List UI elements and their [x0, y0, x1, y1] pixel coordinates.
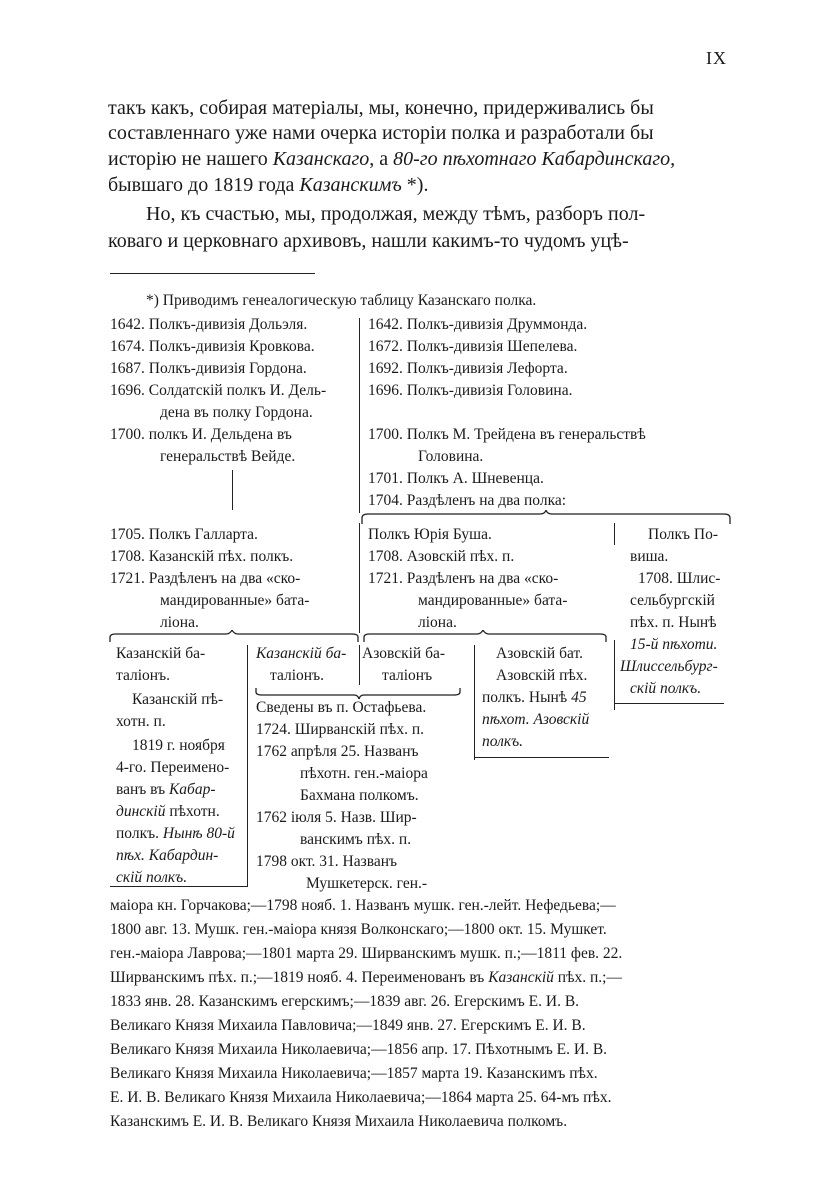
- merged-line: Сведены въ п. Остафьева.: [256, 699, 427, 716]
- left-col-line: 1642. Полкъ-дивизія Дольэля.: [110, 316, 308, 333]
- body-line-6: коваго и церковнаго архивовъ, нашли какимъ-то чудомъ уцѣ-: [108, 230, 629, 252]
- brace-split: [360, 510, 732, 526]
- left-col-line: дена въ полку Гордона.: [160, 404, 313, 421]
- right-col-line: Головина.: [418, 448, 484, 465]
- right-col-line: 1700. Полкъ М. Трейдена въ генеральствѣ: [368, 426, 646, 443]
- left-col-line: 1674. Полкъ-дивизія Кровкова.: [110, 338, 315, 355]
- column-divider: [474, 645, 475, 760]
- block-underline: [614, 703, 724, 704]
- block-underline: [474, 757, 609, 758]
- tail-line: ген.-маіора Лаврова;—1801 марта 29. Ширванскимъ мушк. п.;—1811 фев. 22.: [110, 945, 623, 962]
- right-col-line: 1672. Полкъ-дивизія Шепелева.: [368, 338, 578, 355]
- body-line-3: исторію не нашего Казанскаго, а 80-го пѣхотнаго Кабардинскаго,: [108, 148, 676, 170]
- merged-line: 1798 окт. 31. Названъ: [256, 853, 398, 870]
- right-col-line: 1701. Полкъ А. Шневенца.: [368, 470, 544, 487]
- column-divider: [614, 640, 615, 710]
- mid-right-line: Шлиссельбург-: [620, 658, 718, 675]
- kazan-bat-line: Казанскій ба-: [116, 645, 206, 662]
- kazan-bat2-line: таліонъ.: [270, 667, 324, 684]
- right-col-line: 1692. Полкъ-дивизія Лефорта.: [368, 360, 568, 377]
- mid-left-line: 1708. Казанскій пѣх. полкъ.: [110, 548, 294, 565]
- column-divider: [614, 523, 615, 545]
- mid-right-line: 1708. Шлис-: [638, 570, 721, 587]
- tail-line: 1800 авг. 13. Мушк. ген.-маіора князя Волконскаго;—1800 окт. 15. Мушкет.: [110, 921, 607, 938]
- tail-line: Ширванскимъ пѣх. п.;—1819 нояб. 4. Переименованъ въ Казанскій пѣх. п.;—: [110, 969, 622, 986]
- azov-bat2-line: пѣхот. Азовскій: [482, 711, 590, 728]
- merged-line: 1724. Ширванскій пѣх. п.: [256, 721, 424, 738]
- azov-bat-line: Азовскій ба-: [362, 645, 446, 662]
- azov-bat-line: таліонъ: [382, 667, 433, 684]
- kazan-bat-line: таліонъ.: [116, 667, 170, 684]
- azov-bat2-line: Азовскій пѣх.: [496, 667, 588, 684]
- brace-left: [108, 630, 360, 644]
- mid-right-line: виша.: [630, 548, 669, 565]
- kazan-bat-line: пѣх. Кабардин-: [116, 847, 219, 864]
- tail-line: Казанскимъ Е. И. В. Великаго Князя Михаила Николаевича полкомъ.: [110, 1113, 568, 1130]
- column-divider: [359, 523, 360, 633]
- kazan-bat-line: Казанскій пѣ-: [132, 691, 224, 708]
- footnote-intro: *) Приводимъ генеалогическую таблицу Казанскаго полка.: [146, 292, 537, 309]
- kazan-bat-line: 1819 г. ноября: [132, 737, 225, 754]
- mid-right-line: скій полкъ.: [630, 680, 702, 697]
- mid-right-line: Полкъ По-: [648, 526, 718, 543]
- mid-center-line: 1708. Азовскій пѣх. п.: [368, 548, 515, 565]
- column-divider: [359, 645, 360, 685]
- footnote-separator: [110, 273, 315, 274]
- merged-line: ванскимъ пѣх. п.: [300, 831, 412, 848]
- left-col-line: 1696. Солдатскій полкъ И. Дель-: [110, 382, 327, 399]
- kazan-bat-line: хотн. п.: [116, 713, 166, 730]
- left-col-line: 1687. Полкъ-дивизія Гордона.: [110, 360, 307, 377]
- kazan-bat-line: 4-го. Переимено-: [116, 759, 230, 776]
- mid-left-line: 1721. Раздѣленъ на два «ско-: [110, 570, 301, 587]
- body-line-2: составленнаго уже нами очерка исторіи полка и разработали бы: [108, 122, 654, 144]
- tail-line: маіора кн. Горчакова;—1798 нояб. 1. Названъ мушк. ген.-лейт. Нефедьева;—: [110, 897, 616, 914]
- right-col-line: 1704. Раздѣленъ на два полка:: [368, 492, 567, 509]
- mid-right-line: 15-й пѣхоти.: [630, 636, 718, 653]
- mid-left-line: ліона.: [160, 614, 199, 631]
- left-col-line: генеральствѣ Вейде.: [160, 448, 296, 465]
- tail-line: Е. И. В. Великаго Князя Михаила Николаевича;—1864 марта 25. 64-мъ пѣх.: [110, 1089, 612, 1106]
- kazan-bat2-line: Казанскій ба-: [256, 645, 347, 662]
- mid-center-line: Полкъ Юрія Буша.: [368, 526, 492, 543]
- merged-line: 1762 апрѣля 25. Названъ: [256, 743, 419, 760]
- azov-bat2-line: полкъ.: [482, 733, 524, 750]
- right-col-line: 1642. Полкъ-дивизія Друммонда.: [368, 316, 588, 333]
- kazan-bat-line: скій полкъ.: [116, 869, 188, 886]
- tail-line: Великаго Князя Михаила Николаевича;—1857 марта 19. Казанскимъ пѣх.: [110, 1065, 598, 1082]
- mid-center-line: 1721. Раздѣленъ на два «ско-: [368, 570, 559, 587]
- kazan-bat-line: динскій пѣхотн.: [116, 803, 220, 820]
- tail-line: Великаго Князя Михаила Николаевича;—1856 апр. 17. Пѣхотнымъ Е. И. В.: [110, 1041, 608, 1058]
- mid-left-line: 1705. Полкъ Галларта.: [110, 526, 258, 543]
- merged-line: Бахмана полкомъ.: [300, 787, 419, 804]
- body-line-1: такъ какъ, собирая матеріалы, мы, конечно, придерживались бы: [108, 97, 654, 119]
- right-col-line: 1696. Полкъ-дивизія Головина.: [368, 382, 573, 399]
- brace-center: [362, 630, 608, 644]
- column-divider: [359, 318, 360, 513]
- left-col-line: 1700. полкъ И. Дельдена въ: [110, 426, 292, 443]
- merged-line: Мушкетерск. ген.-: [306, 875, 428, 892]
- merged-line: 1762 іюля 5. Назв. Шир-: [256, 809, 417, 826]
- mid-center-line: мандированные» бата-: [418, 592, 568, 609]
- kazan-bat-line: полкъ. Нынѣ 80-й: [116, 825, 235, 842]
- lineage-connector: [232, 470, 233, 510]
- mid-right-line: пѣх. п. Нынѣ: [630, 614, 717, 631]
- body-line-4: бывшаго до 1819 года Казанскимъ *).: [108, 174, 429, 196]
- tail-line: Великаго Князя Михаила Павловича;—1849 янв. 27. Егерскимъ Е. И. В.: [110, 1017, 586, 1034]
- mid-center-line: ліона.: [418, 614, 457, 631]
- body-line-5: Но, къ счастью, мы, продолжая, между тѣмъ, разборъ пол-: [146, 203, 646, 225]
- merged-line: пѣхотн. ген.-маіора: [300, 765, 428, 782]
- kazan-bat-line: ванъ въ Кабар-: [116, 781, 216, 798]
- mid-left-line: мандированные» бата-: [160, 592, 310, 609]
- tail-line: 1833 янв. 28. Казанскимъ егерскимъ;—1839 авг. 26. Егерскимъ Е. И. В.: [110, 993, 580, 1010]
- azov-bat2-line: полкъ. Нынѣ 45: [482, 689, 587, 706]
- page-number: IX: [706, 48, 727, 68]
- column-divider: [247, 645, 248, 887]
- mid-right-line: сельбургскій: [630, 592, 715, 609]
- brace-merge: [254, 686, 464, 700]
- block-underline: [110, 886, 248, 887]
- azov-bat2-line: Азовскій бат.: [496, 645, 583, 662]
